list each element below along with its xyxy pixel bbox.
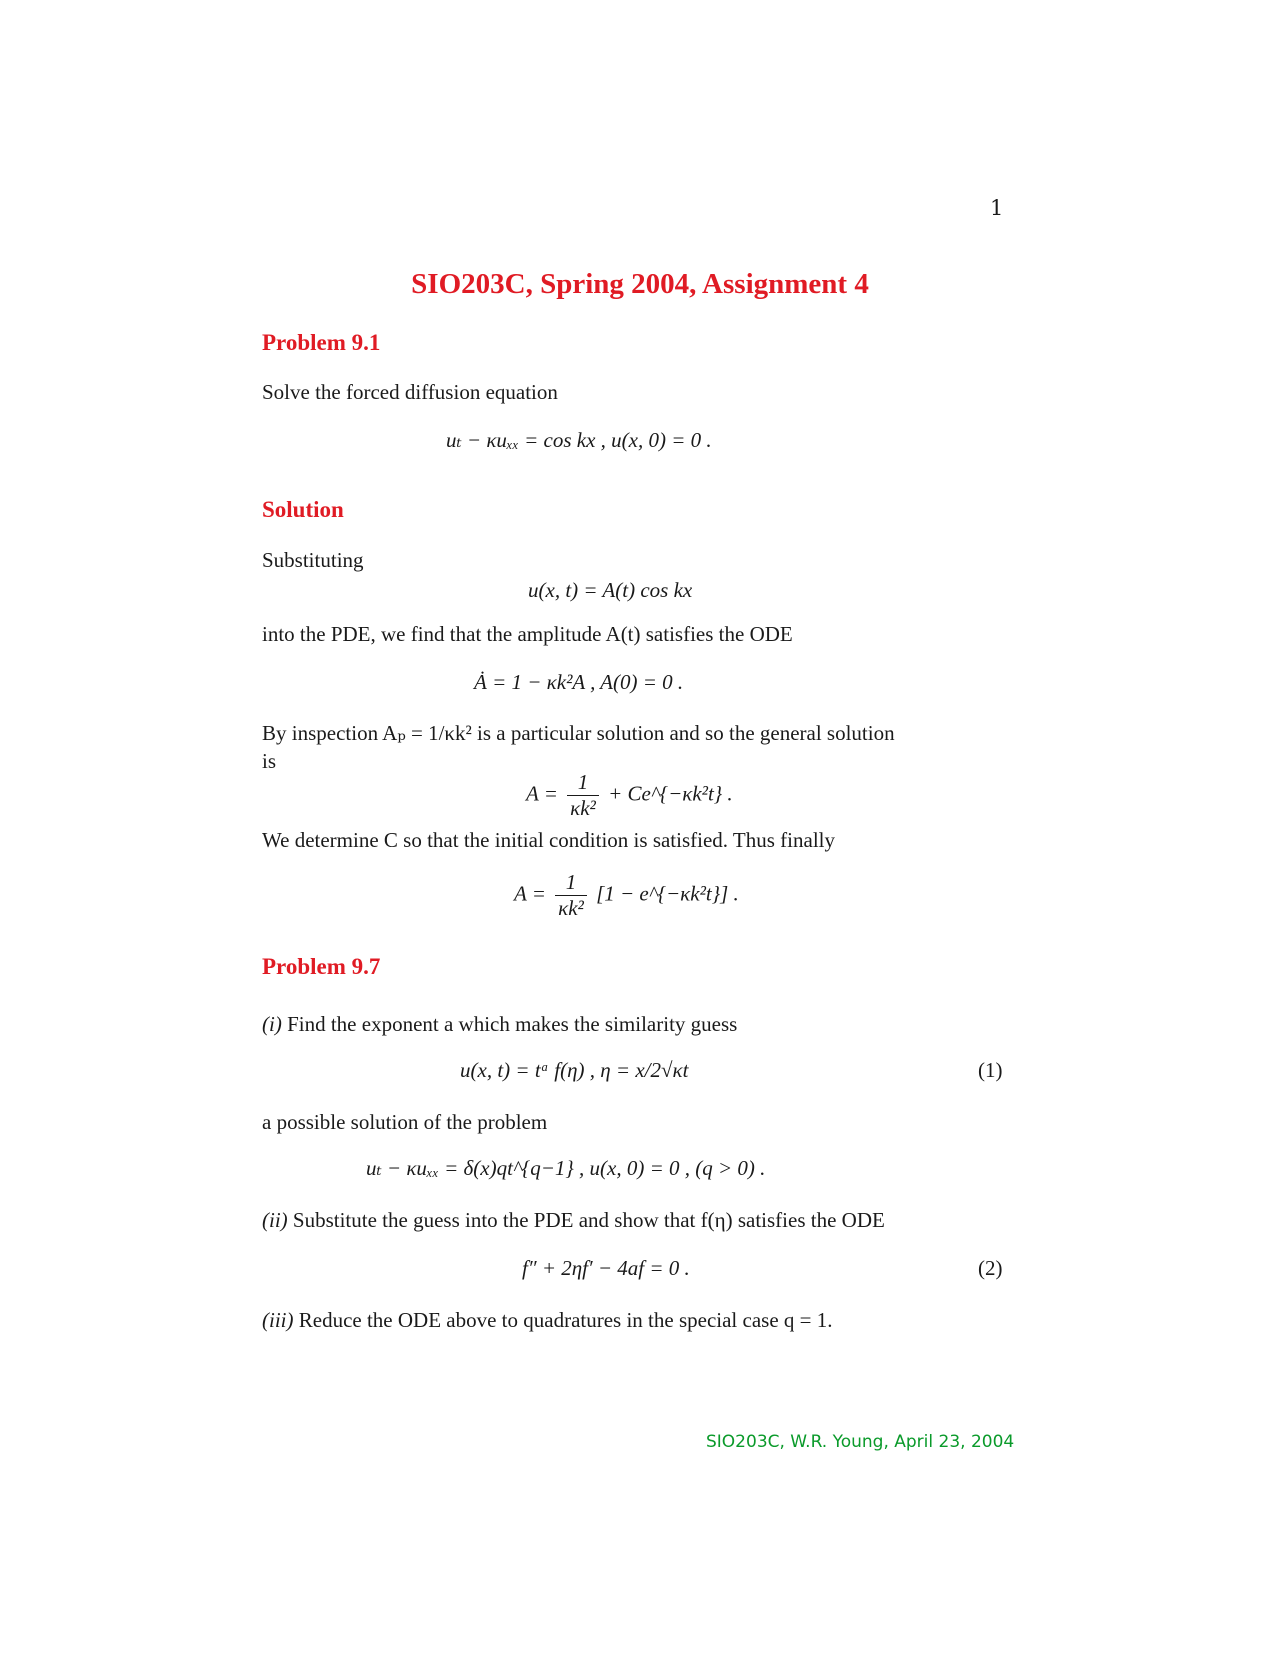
part-iii-body: Reduce the ODE above to quadratures in the special case q = 1. — [298, 1308, 833, 1332]
final-rhs: [1 − e^{−κk²t}] . — [596, 881, 739, 906]
solution-heading: Solution — [262, 497, 344, 522]
part-i-text — [262, 1010, 1010, 1038]
general-solution-equation — [526, 770, 733, 821]
fraction-numerator: 1 — [567, 770, 599, 796]
amplitude-ode: Ȧ = 1 − κk²A , A(0) = 0 . — [474, 670, 684, 694]
possible-solution-text: a possible solution of the problem — [262, 1110, 548, 1134]
page-footer: SIO203C, W.R. Young, April 23, 2004 — [706, 1432, 1015, 1452]
general-lhs: A = — [526, 781, 558, 806]
similarity-guess-equation: u(x, t) = tᵃ f(η) , η = x/2√κt — [460, 1058, 689, 1082]
part-iii-text — [262, 1306, 1010, 1334]
determine-text: We determine C so that the initial condition is satisfied. Thus finally — [262, 828, 835, 852]
fraction-denominator: κk² — [570, 796, 596, 820]
part-i-body: Find the exponent a which makes the similarity guess — [287, 1012, 738, 1036]
substitution-equation: u(x, t) = A(t) cos kx — [528, 578, 693, 602]
part-iii-label: (iii) — [262, 1308, 294, 1332]
forced-problem-equation: uₜ − κuₓₓ = δ(x)qt^{q−1} , u(x, 0) = 0 , (q > 0) . — [366, 1156, 766, 1180]
problem-9-1-heading: Problem 9.1 — [262, 330, 381, 355]
substituting-text: Substituting — [262, 548, 364, 572]
part-i-label: (i) — [262, 1012, 282, 1036]
fraction-denominator: κk² — [558, 896, 584, 920]
general-rhs: + Ce^{−κk²t} . — [608, 781, 733, 806]
problem-9-7-heading: Problem 9.7 — [262, 954, 381, 979]
inspection-text-cont: is — [262, 749, 277, 773]
ode-equation: f″ + 2ηf′ − 4af = 0 . — [522, 1256, 690, 1280]
page-number: 1 — [990, 196, 1004, 220]
part-ii-body: Substitute the guess into the PDE and show that f(η) satisfies the ODE — [292, 1208, 885, 1232]
final-solution-equation — [514, 870, 739, 921]
final-lhs: A = — [514, 881, 546, 906]
into-pde-text: into the PDE, we find that the amplitude A(t) satisfies the ODE — [262, 622, 793, 646]
equation-number-1: (1) — [978, 1058, 1003, 1082]
equation-number-2: (2) — [978, 1256, 1003, 1280]
part-ii-label: (ii) — [262, 1208, 288, 1232]
page-title: SIO203C, Spring 2004, Assignment 4 — [411, 268, 869, 300]
fraction — [555, 870, 587, 921]
fraction — [567, 770, 599, 821]
fraction-numerator: 1 — [555, 870, 587, 896]
part-ii-text — [262, 1206, 1010, 1234]
diffusion-equation: uₜ − κuₓₓ = cos kx , u(x, 0) = 0 . — [446, 428, 712, 452]
problem-9-1-statement: Solve the forced diffusion equation — [262, 380, 558, 404]
inspection-text: By inspection Aₚ = 1/κk² is a particular solution and so the general solution — [262, 721, 895, 745]
